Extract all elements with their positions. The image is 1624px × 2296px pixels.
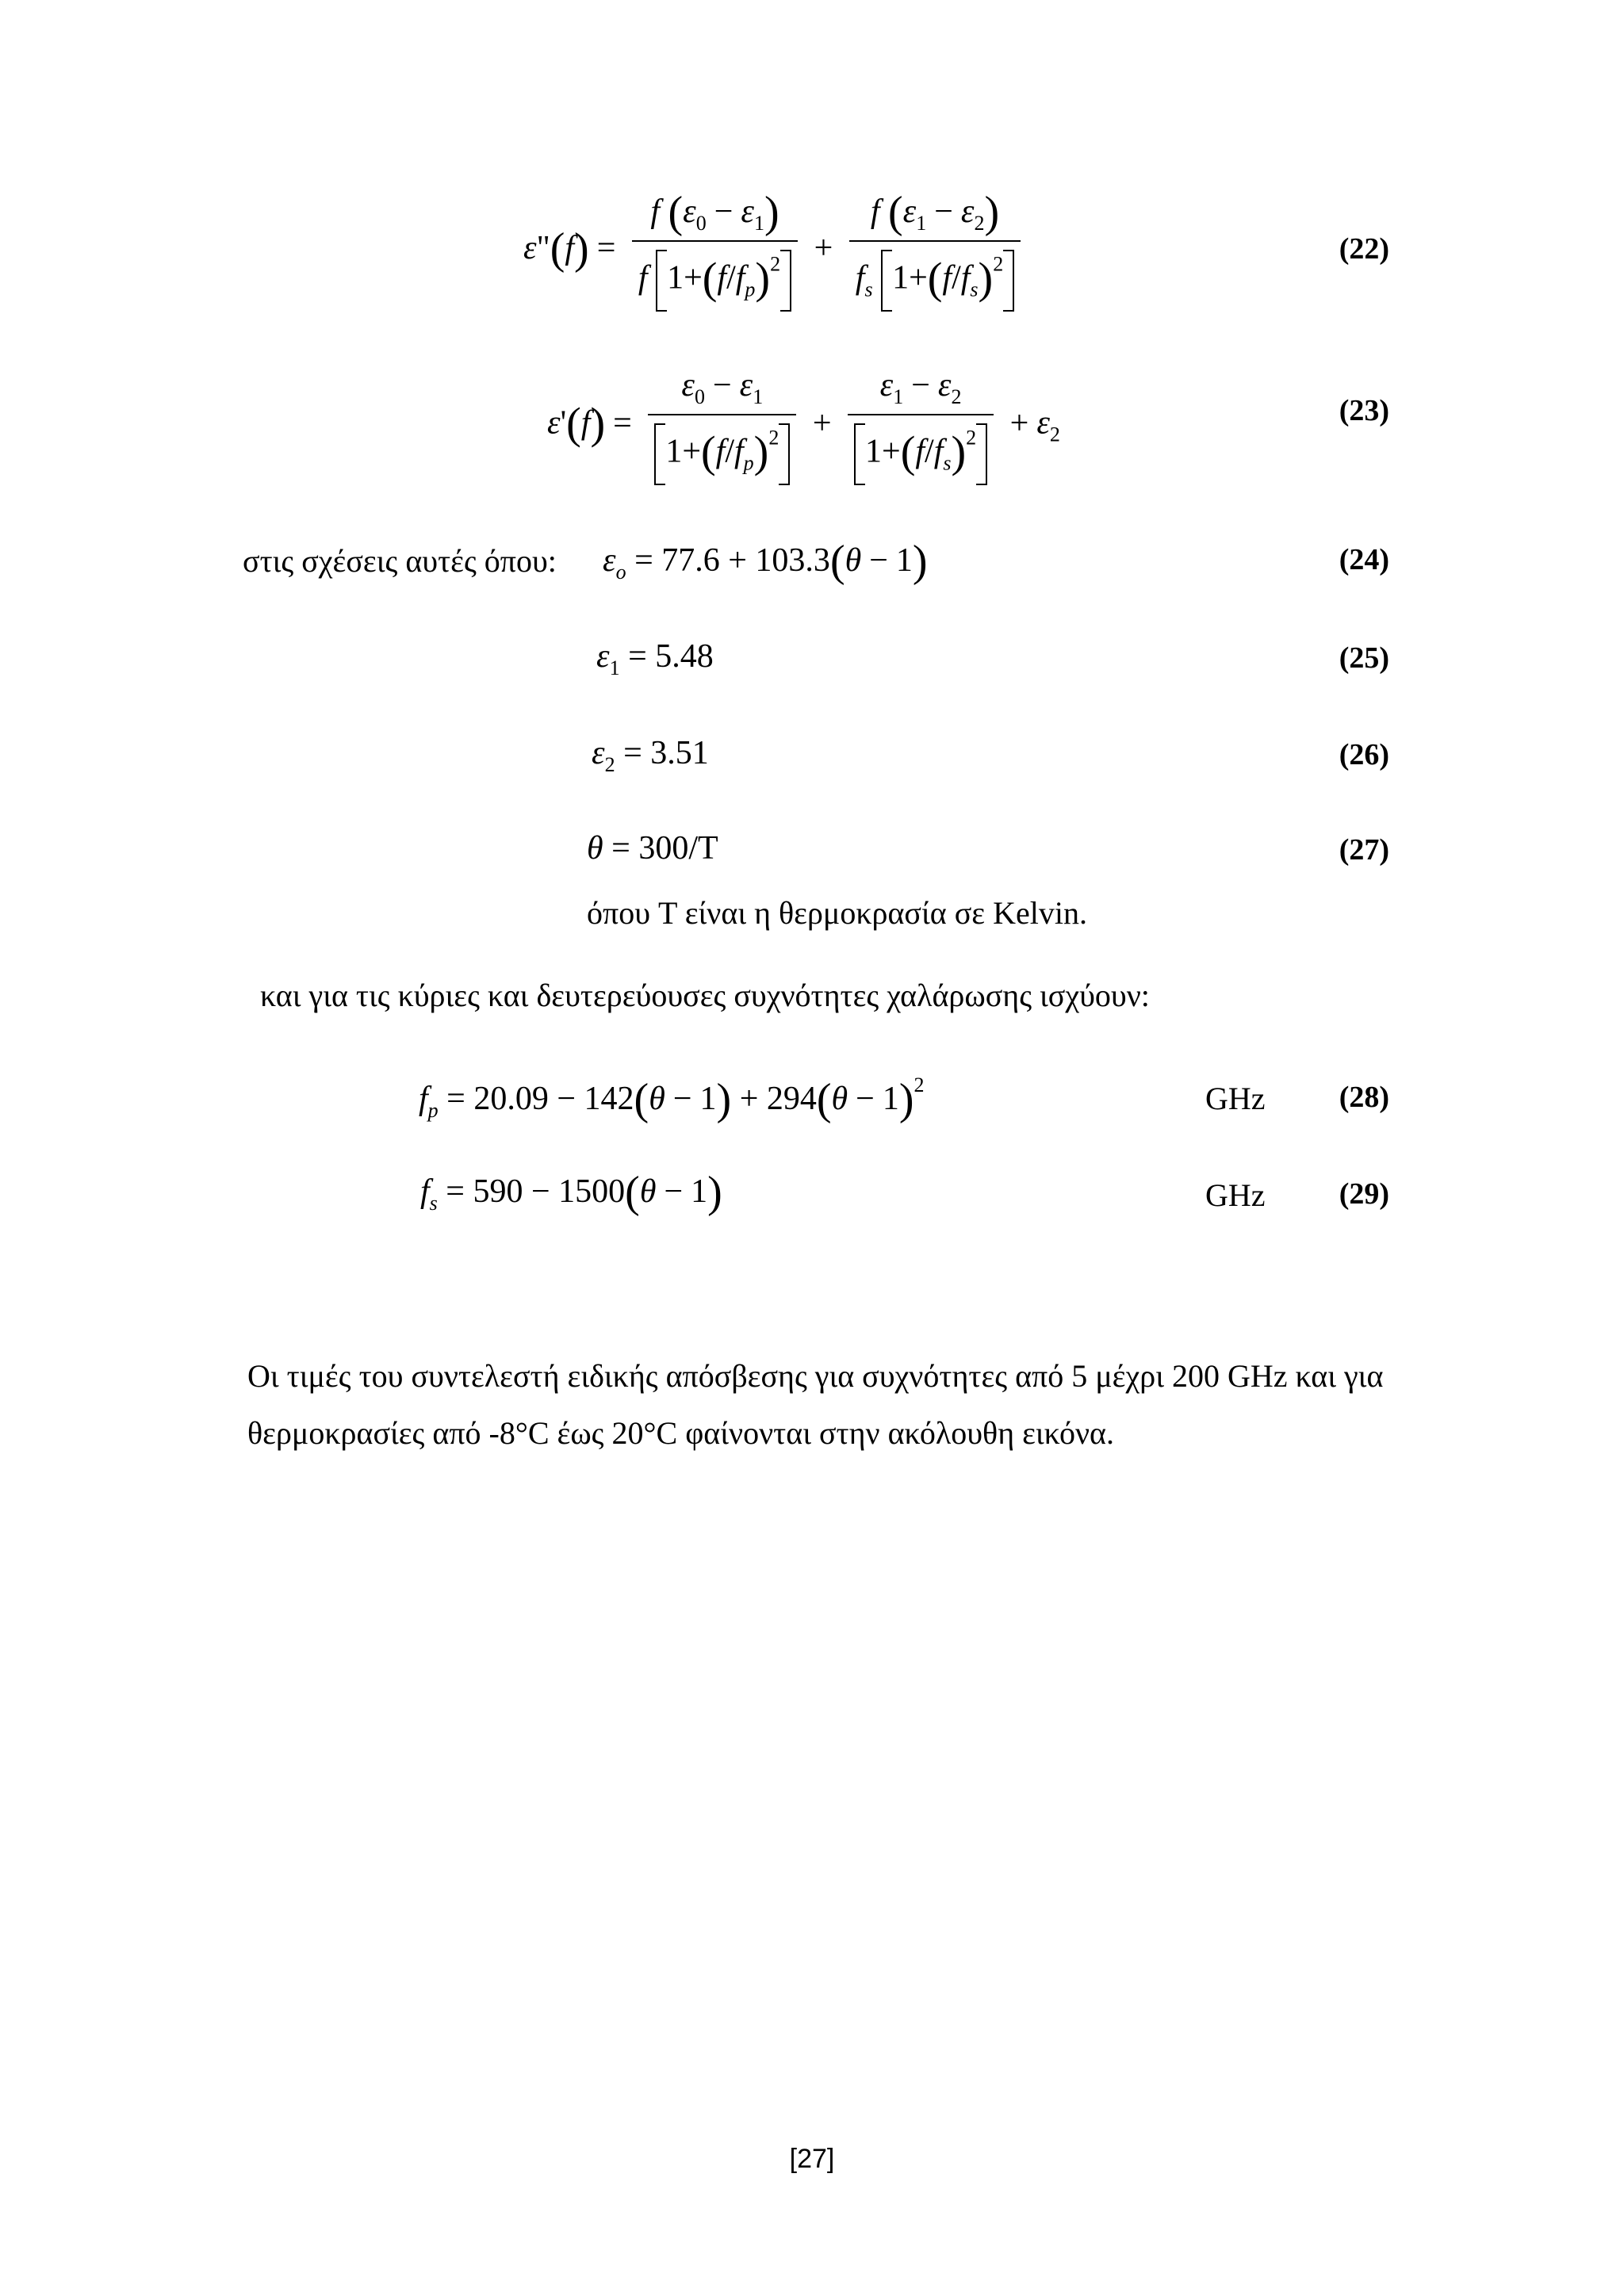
equation-23: ε'(f) = $\frac{\varepsilon_0 - \varepsilon_1}{1+(f/f_p)^2}$ + $\frac{\varepsilon_1 - \varepsilon_2}{1+(f/f_s)^2}$ + $\varepsilon_2$ [547,366,1060,485]
equation-number: (24) [1339,543,1389,576]
equation-number: (28) [1339,1081,1389,1114]
equation-27-rhs: = 300/T [611,830,718,867]
equation-26-rhs: = 3.51 [623,735,709,771]
unit-label: GHz [1205,1081,1266,1116]
equation-number: (29) [1339,1177,1389,1211]
equation-27: θ = 300/T [587,830,718,867]
equation-25: $\varepsilon_1 = 5.48$ [596,638,714,679]
equation-25-rhs: = 5.48 [628,638,714,675]
intro-text-28: και για τις κύριες και δευτερεύουσες συχνότητες χαλάρωσης ισχύουν: [260,978,1150,1013]
equation-29: $f_s = 590 - 1500(\theta - 1)$ [420,1168,722,1217]
temperature-note: όπου T είναι η θερμοκρασία σε Kelvin. [587,895,1087,931]
equation-24: $\varepsilon_o = 77.6 + 103.3(\theta - 1)$ [603,537,928,586]
equation-26: $\varepsilon_2 = 3.51$ [592,735,709,776]
intro-text-24: στις σχέσεις αυτές όπου: [243,543,557,579]
equation-29-rhs: = 590 − 1500 [446,1173,626,1210]
page-number: [27] [789,2144,835,2174]
equation-number: (22) [1339,232,1389,266]
closing-paragraph: Οι τιμές του συντελεστή ειδικής απόσβεσης για συχνότητες από 5 μέχρι 200 GHz και για θερμοκρασίες από -8°C έως 20°C φαίνονται στην ακόλουθη εικόνα. [247,1358,1384,1451]
equation-number: (23) [1339,394,1389,427]
equation-number: (27) [1339,833,1389,867]
equation-24-rhs: = 77.6 + 103.3 [634,542,830,579]
equation-28: $f_p = 20.09 - 142(\theta - 1) + 294(\theta - 1)^2$ [419,1073,925,1124]
equation-28-rhs: = 20.09 − 142 [446,1081,634,1117]
equation-28-mid: + 294 [731,1081,817,1117]
equation-number: (25) [1339,641,1389,675]
unit-label: GHz [1205,1177,1266,1213]
equation-22: ε"(f) = $\frac{f (\varepsilon_0 - \varepsilon_1)}{f 1+(f/f_p)^2}$ + $\frac{f (\varepsilon_1 - \varepsilon_2)}{f_s 1+(f/f_s)^2}$ [523,190,1021,312]
equation-number: (26) [1339,738,1389,771]
